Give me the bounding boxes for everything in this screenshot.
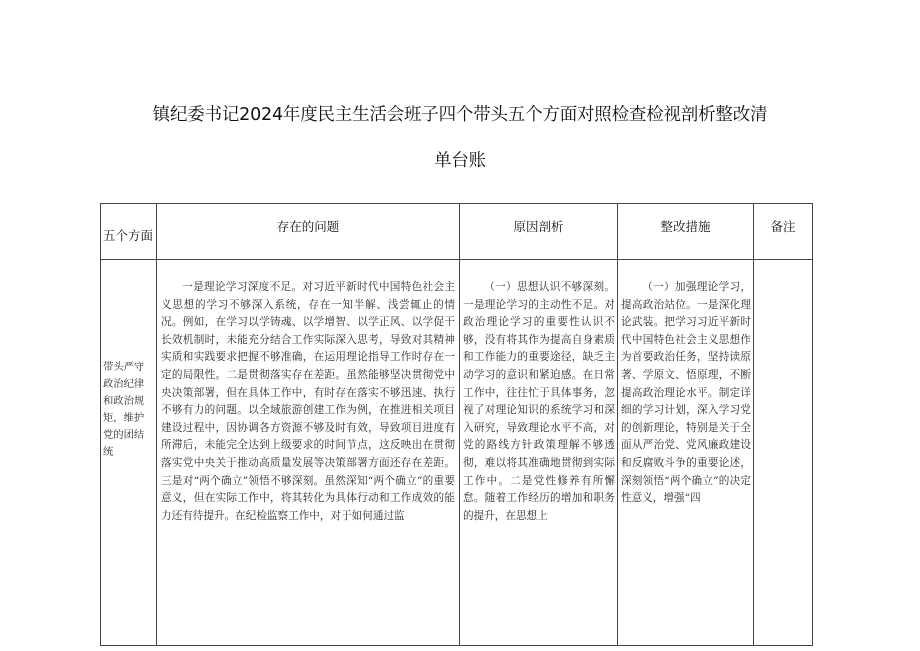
cell-remark bbox=[754, 260, 813, 646]
cell-cause: （一）思想认识不够深刻。一是理论学习的主动性不足。对政治理论学习的重要性认识不够，没有将其作为提高自身素质和工作能力的重要途径，缺乏主动学习的意识和紧迫感。在日常工作中，往往忙于具体事务，忽视了对理论知识的系统学习和深入研究，导致理论水平不高，对党的路线方针政策理解不够透彻，难以将其准确地贯彻到实际工作中。二是党性修养有所懈怠。随着工作经历的增加和职务的提升，在思想上 bbox=[460, 260, 618, 646]
header-remarks: 备注 bbox=[754, 204, 813, 260]
header-problems: 存在的问题 bbox=[157, 204, 460, 260]
header-measures: 整改措施 bbox=[618, 204, 754, 260]
cell-problem: 一是理论学习深度不足。对习近平新时代中国特色社会主义思想的学习不够深入系统，存在一知半解、浅尝辄止的情况。例如，在学习以学铸魂、以学增智、以学正风、以学促干长效机制时，未能充分结合工作实际深入思考，导致对其精神实质和实践要求把握不够准确，在运用理论指导工作时存在一定的局限性。二是贯彻落实存在差距。虽然能够坚决贯彻党中央决策部署，但在具体工作中，有时存在落实不够迅速、执行不够有力的问题。以全域旅游创建工作为例，在推进相关项目建设过程中，因协调各方资源不够及时有效，导致项目进度有所滞后，未能完全达到上级要求的时间节点，这反映出在贯彻落实党中央关于推动高质量发展等决策部署方面还存在差距。三是对“两个确立”领悟不够深刻。虽然深知“两个确立”的重要意义，但在实际工作中，将其转化为具体行动和工作成效的能力还有待提升。在纪检监察工作中，对于如何通过监 bbox=[157, 260, 460, 646]
table-header-row bbox=[101, 204, 813, 260]
cell-aspect: 带头严守政治纪律和政治规矩，维护党的团结统 bbox=[101, 260, 157, 646]
rectification-ledger-table bbox=[100, 203, 813, 646]
header-aspect: 五个方面 bbox=[101, 204, 157, 260]
header-cause-analysis: 原因剖析 bbox=[460, 204, 618, 260]
table-row bbox=[101, 260, 813, 646]
cell-measure: （一）加强理论学习，提高政治站位。一是深化理论武装。把学习习近平新时代中国特色社会主义思想作为首要政治任务，坚持读原著、学原文、悟原理，不断提高政治理论水平。制定详细的学习计划，深入学习党的创新理论，特别是关于全面从严治党、党风廉政建设和反腐败斗争的重要论述，深刻领悟“两个确立”的决定性意义，增强“四 bbox=[618, 260, 754, 646]
document-title-line-2: 单台账 bbox=[434, 151, 486, 171]
document-title-line-1: 镇纪委书记2024年度民主生活会班子四个带头五个方面对照检查检视剖析整改清 bbox=[152, 105, 768, 125]
